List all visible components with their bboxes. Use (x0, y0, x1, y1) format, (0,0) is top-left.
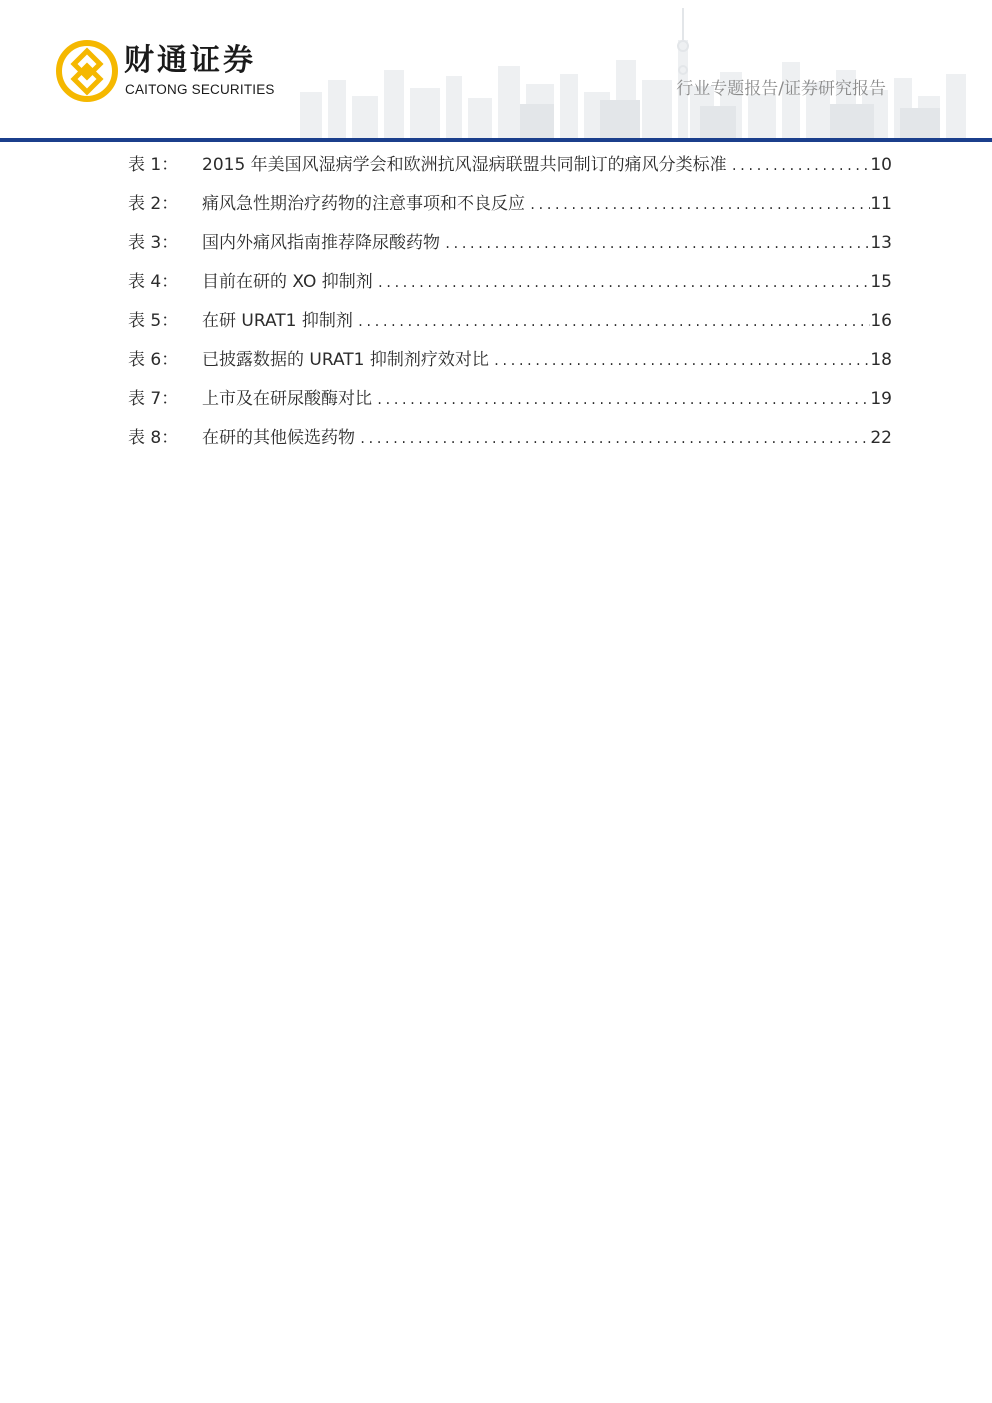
toc-entry-title: 目前在研的 XO 抑制剂 (202, 272, 373, 292)
toc-entry-number: 表 2： (128, 194, 179, 214)
page-header (0, 0, 992, 140)
header-divider (0, 138, 992, 142)
toc-entry-title: 痛风急性期治疗药物的注意事项和不良反应 (202, 194, 525, 214)
toc-entry-number: 表 6： (128, 350, 179, 370)
toc-entry[interactable] (128, 306, 892, 345)
toc-entry[interactable] (128, 150, 892, 189)
toc-dot-leader (493, 346, 870, 376)
toc-entry-page: 15 (870, 272, 892, 292)
toc-dot-leader (359, 424, 870, 454)
toc-dot-leader (444, 229, 870, 259)
toc-entry-number: 表 1： (128, 155, 179, 175)
toc-entry-page: 13 (870, 233, 892, 253)
toc-entry-page: 11 (870, 194, 892, 214)
toc-entry-number: 表 8： (128, 428, 179, 448)
toc-entry[interactable] (128, 189, 892, 228)
logo-english-name: CAITONG SECURITIES (125, 82, 275, 97)
toc-entry-title: 在研的其他候选药物 (202, 428, 355, 448)
toc-entry-title: 国内外痛风指南推荐降尿酸药物 (202, 233, 440, 253)
logo-chinese-name: 财通证券 (124, 43, 256, 78)
toc-entry-number: 表 5： (128, 311, 179, 331)
toc-entry-page: 22 (870, 428, 892, 448)
toc-entry-page: 16 (870, 311, 892, 331)
toc-entry-page: 19 (870, 389, 892, 409)
table-of-figures (128, 150, 892, 462)
toc-entry[interactable] (128, 384, 892, 423)
toc-entry-number: 表 7： (128, 389, 179, 409)
toc-entry[interactable] (128, 423, 892, 462)
report-type-label: 行业专题报告/证券研究报告 (676, 79, 886, 99)
toc-entry[interactable] (128, 345, 892, 384)
toc-entry-title: 在研 URAT1 抑制剂 (202, 311, 353, 331)
toc-entry-title: 2015 年美国风湿病学会和欧洲抗风湿病联盟共同制订的痛风分类标准 (202, 155, 727, 175)
toc-entry[interactable] (128, 228, 892, 267)
toc-dot-leader (731, 151, 871, 181)
toc-entry-page: 18 (870, 350, 892, 370)
toc-entry[interactable] (128, 267, 892, 306)
toc-dot-leader (529, 190, 870, 220)
toc-entry-number: 表 4： (128, 272, 179, 292)
toc-entry-page: 10 (870, 155, 892, 175)
toc-entry-title: 上市及在研尿酸酶对比 (202, 389, 372, 409)
toc-entry-number: 表 3： (128, 233, 179, 253)
toc-dot-leader (357, 307, 870, 337)
caitong-logo (56, 40, 296, 102)
toc-dot-leader (377, 268, 871, 298)
toc-dot-leader (376, 385, 870, 415)
toc-entry-title: 已披露数据的 URAT1 抑制剂疗效对比 (202, 350, 489, 370)
caitong-logo-mark-icon (56, 40, 118, 102)
